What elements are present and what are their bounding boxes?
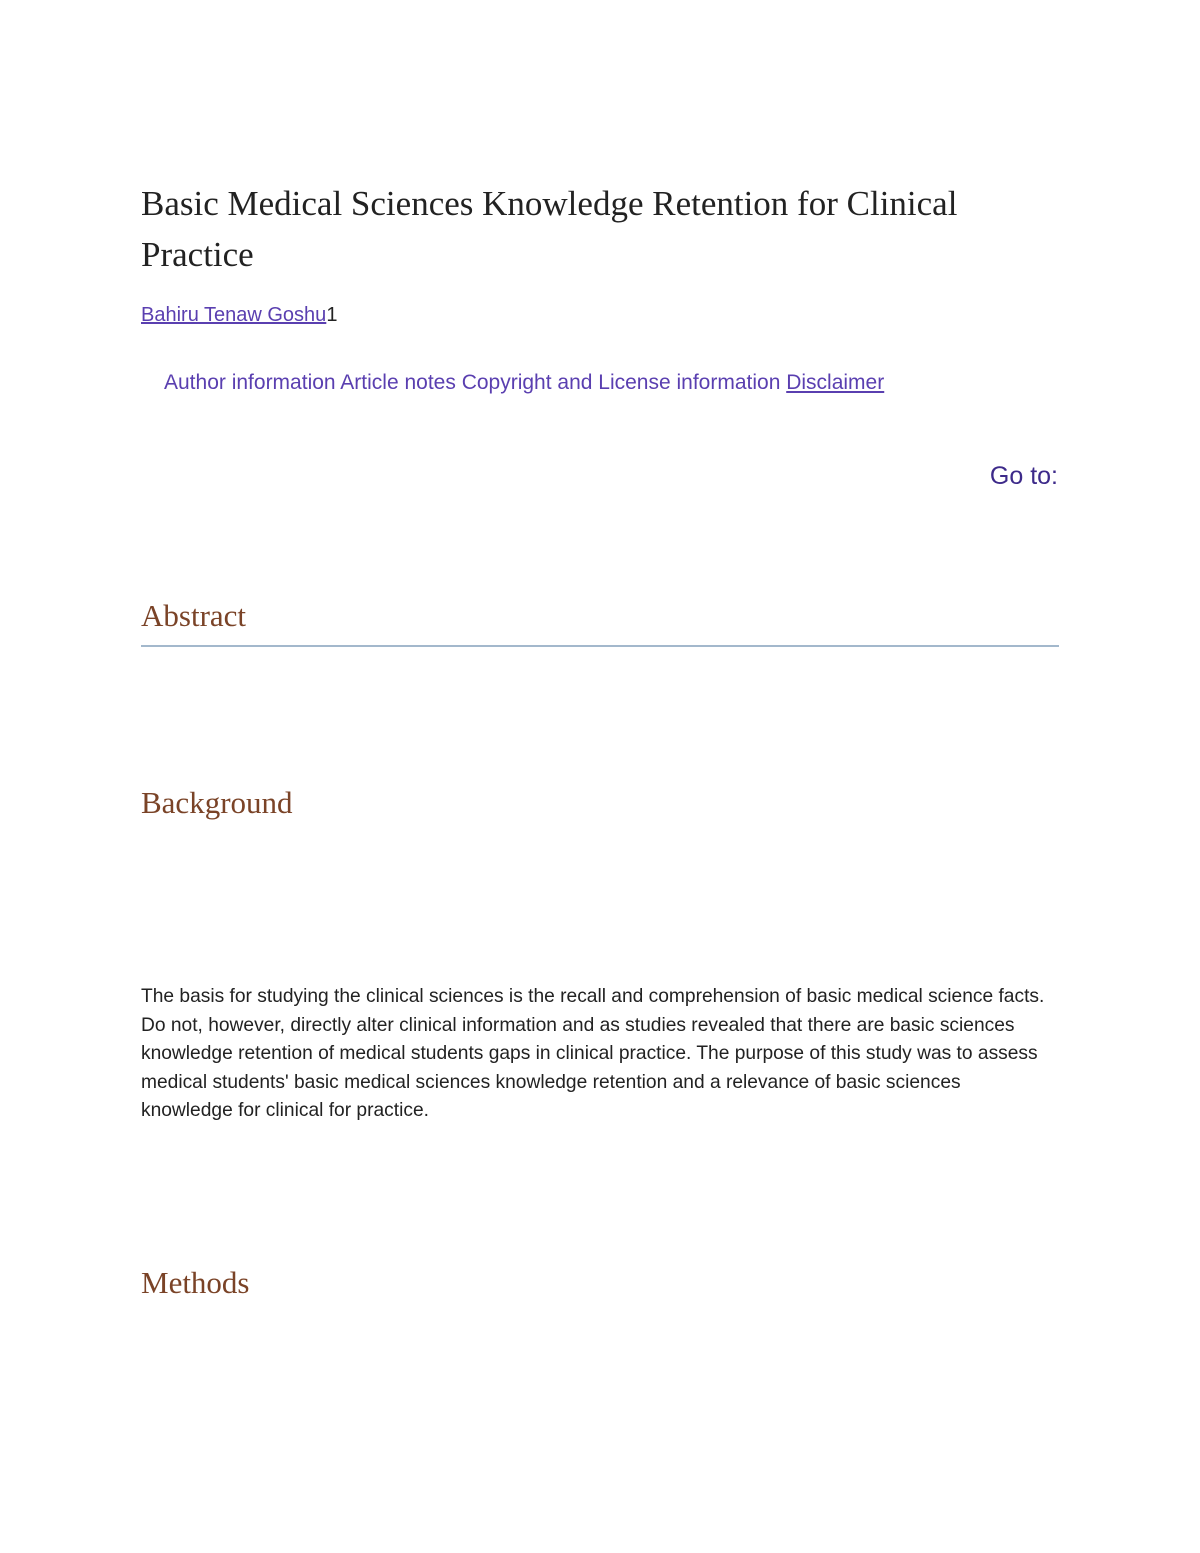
background-paragraph: The basis for studying the clinical sciences is the recall and comprehension of basic medical science facts. Do not, however, directly alter clinical information and as studies revealed that there are basic sciences knowledge retention of medical students gaps in clinical practice. The purpose of this study was to assess medical students' basic medical sciences knowledge retention and a relevance of basic sciences knowledge for clinical for practice. [141,986,1045,1121]
background-heading: Background [141,785,293,820]
author-link[interactable]: Bahiru Tenaw Goshu [141,304,327,326]
article-notes-link[interactable]: Article notes [340,371,456,394]
article-title: Basic Medical Sciences Knowledge Retention for Clinical Practice [141,184,958,274]
author-information-link[interactable]: Author information [164,371,336,394]
article-info-links [164,369,884,397]
copyright-license-link[interactable]: Copyright and License information [461,371,781,394]
abstract-heading: Abstract [141,598,247,633]
author-line [141,302,337,328]
goto-link[interactable]: Go to: [989,462,1058,490]
abstract-divider [141,645,1059,647]
author-affiliation-marker: 1 [326,304,338,326]
methods-heading: Methods [141,1265,250,1300]
disclaimer-link[interactable]: Disclaimer [786,371,885,394]
